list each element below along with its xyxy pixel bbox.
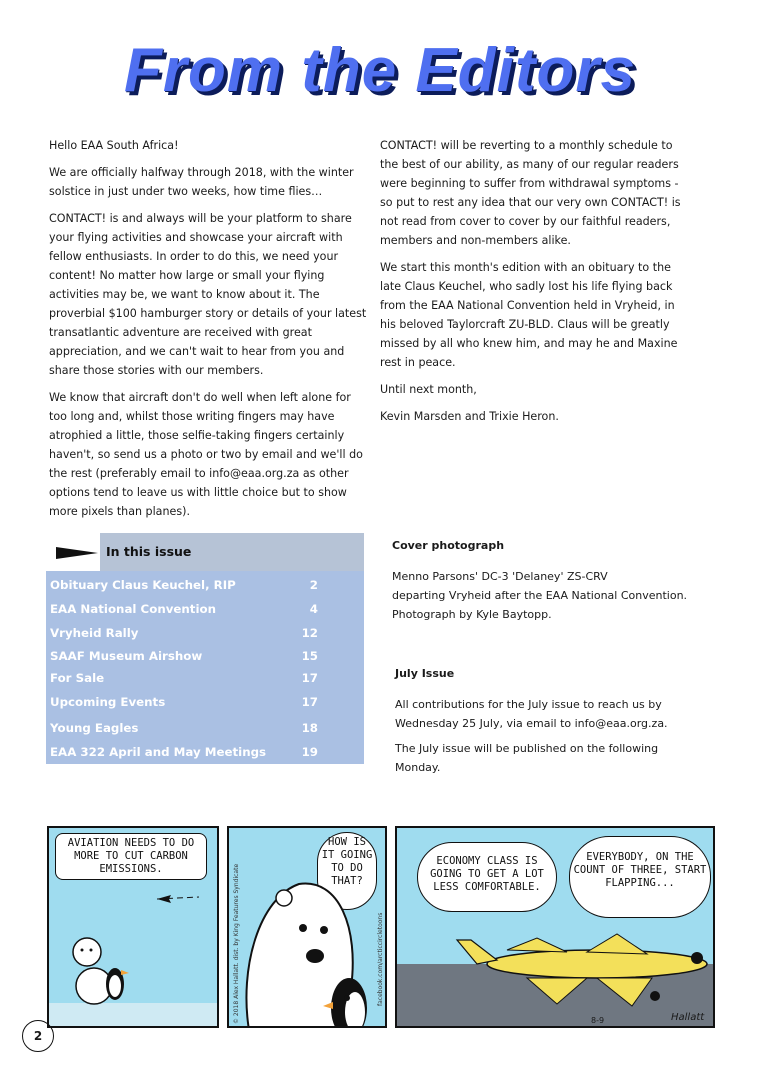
in-this-issue-box — [46, 533, 364, 764]
pointer-arrow-icon — [56, 547, 98, 559]
editorial-left-column — [49, 136, 369, 529]
editorial-right-column — [380, 136, 690, 434]
toc-item-page: 17 — [301, 671, 318, 685]
toc-item[interactable] — [46, 575, 364, 597]
toc-item-page: 12 — [301, 626, 318, 640]
comic-date: 8-9 — [591, 1016, 605, 1025]
toc-item[interactable] — [46, 692, 364, 714]
polar-bear-and-penguin-small-illustration — [49, 828, 219, 1028]
toc-item[interactable] — [46, 623, 364, 645]
paragraph: CONTACT! will be reverting to a monthly schedule to the best of our ability, as many of our regular readers were beginning to suffer from withdrawal symptoms - so put to rest any idea that our very own CONTACT! is not read from cover to cover by our faithful readers, members and non-members alike. — [380, 139, 681, 247]
copyright-credit: © 2018 Alex Hallatt. dist. by King Features Syndicate — [233, 863, 240, 1024]
july-heading: July Issue — [395, 667, 455, 680]
toc-item-page: 17 — [301, 695, 318, 709]
toc-item[interactable] — [46, 742, 364, 764]
toc-item-title: Vryheid Rally — [50, 626, 139, 640]
paragraph: We start this month's edition with an obituary to the late Claus Keuchel, who sadly lost his life flying back from the EAA National Convention held in Vryheid, in his beloved Taylorcraft ZU-BLD. Claus will be greatly missed by all who knew him, and may he and Maxine rest in peace. — [380, 261, 678, 369]
toc-item-title: Young Eagles — [50, 721, 139, 735]
july-paragraph: All contributions for the July issue to reach us by Wednesday 25 July, via email to info@eaa.org.za. — [395, 698, 668, 730]
toc-item-title: Obituary Claus Keuchel, RIP — [50, 578, 236, 592]
editors-names: Kevin Marsden and Trixie Heron. — [380, 410, 559, 423]
sign-off: Until next month, — [380, 383, 477, 396]
flapping-airplane-illustration — [397, 828, 715, 1028]
toc-heading: In this issue — [106, 544, 192, 559]
comic-panel-3 — [395, 826, 715, 1028]
toc-item-title: EAA National Convention — [50, 602, 216, 616]
speech-bubble: EVERYBODY, ON THE COUNT OF THREE, START FLAPPING... — [569, 836, 711, 918]
paragraph: We are officially halfway through 2018, with the winter solstice in just under two weeks, how time flies… — [49, 166, 354, 198]
cover-caption-line: Menno Parsons' DC-3 'Delaney' ZS-CRV — [392, 570, 608, 583]
paragraph: We know that aircraft don't do well when left alone for too long and, whilst those writing fingers may have atrophied a little, those selfie-taking fingers certainly haven't, so send us a photo or two by email and we'll do the rest (preferably email to info@eaa.org.za as other options tend to leave us with little choice but to show more pixels than planes). — [49, 391, 363, 518]
speech-bubble: HOW IS IT GOING TO DO THAT? — [317, 832, 377, 910]
toc-item[interactable] — [46, 668, 364, 690]
comic-panel-1 — [47, 826, 219, 1028]
polar-bear-and-penguin-illustration — [229, 828, 387, 1028]
cover-caption-line: departing Vryheid after the EAA National Convention. — [392, 589, 688, 602]
comic-panel-2 — [227, 826, 387, 1028]
toc-item-page: 2 — [309, 578, 318, 592]
toc-item-page: 18 — [301, 721, 318, 735]
toc-item-title: SAAF Museum Airshow — [50, 649, 203, 663]
toc-item-page: 4 — [309, 602, 318, 616]
speech-bubble: ECONOMY CLASS IS GOING TO GET A LOT LESS COMFORTABLE. — [417, 842, 557, 912]
july-paragraph: The July issue will be published on the following Monday. — [395, 742, 659, 774]
paragraph: CONTACT! is and always will be your platform to share your flying activities and showcase your aircraft with fellow enthusiasts. In order to do this, we need your content! No matter how large or small your flying activities may be, we want to know about it. The proverbial $100 hamburger story or details of your latest transatlantic adventure are received with great appreciation, and we can't wait to hear from you and share those stories with our members. — [49, 212, 367, 377]
comic-signature: Hallatt — [671, 1012, 705, 1023]
speech-bubble: AVIATION NEEDS TO DO MORE TO CUT CARBON EMISSIONS. — [55, 833, 207, 880]
cover-photograph-section — [392, 536, 692, 624]
toc-item[interactable] — [46, 646, 364, 668]
toc-item-title: For Sale — [50, 671, 105, 685]
toc-item-page: 15 — [301, 649, 318, 663]
toc-list — [46, 571, 364, 764]
greeting: Hello EAA South Africa! — [49, 139, 179, 152]
toc-item[interactable] — [46, 599, 364, 621]
page-number: 2 — [22, 1020, 54, 1052]
comic-strip — [47, 826, 715, 1030]
toc-item-page: 19 — [301, 745, 318, 759]
website-credit: facebook.com/arcticcircletoons — [377, 912, 384, 1006]
toc-item-title: Upcoming Events — [50, 695, 166, 709]
page-title: From the Editors — [123, 36, 637, 105]
toc-item[interactable] — [46, 718, 364, 740]
cover-caption-line: Photograph by Kyle Baytopp. — [392, 608, 552, 621]
toc-header — [100, 533, 364, 571]
july-issue-section — [395, 664, 695, 783]
toc-item-title: EAA 322 April and May Meetings — [50, 745, 267, 759]
cover-heading: Cover photograph — [392, 539, 505, 552]
